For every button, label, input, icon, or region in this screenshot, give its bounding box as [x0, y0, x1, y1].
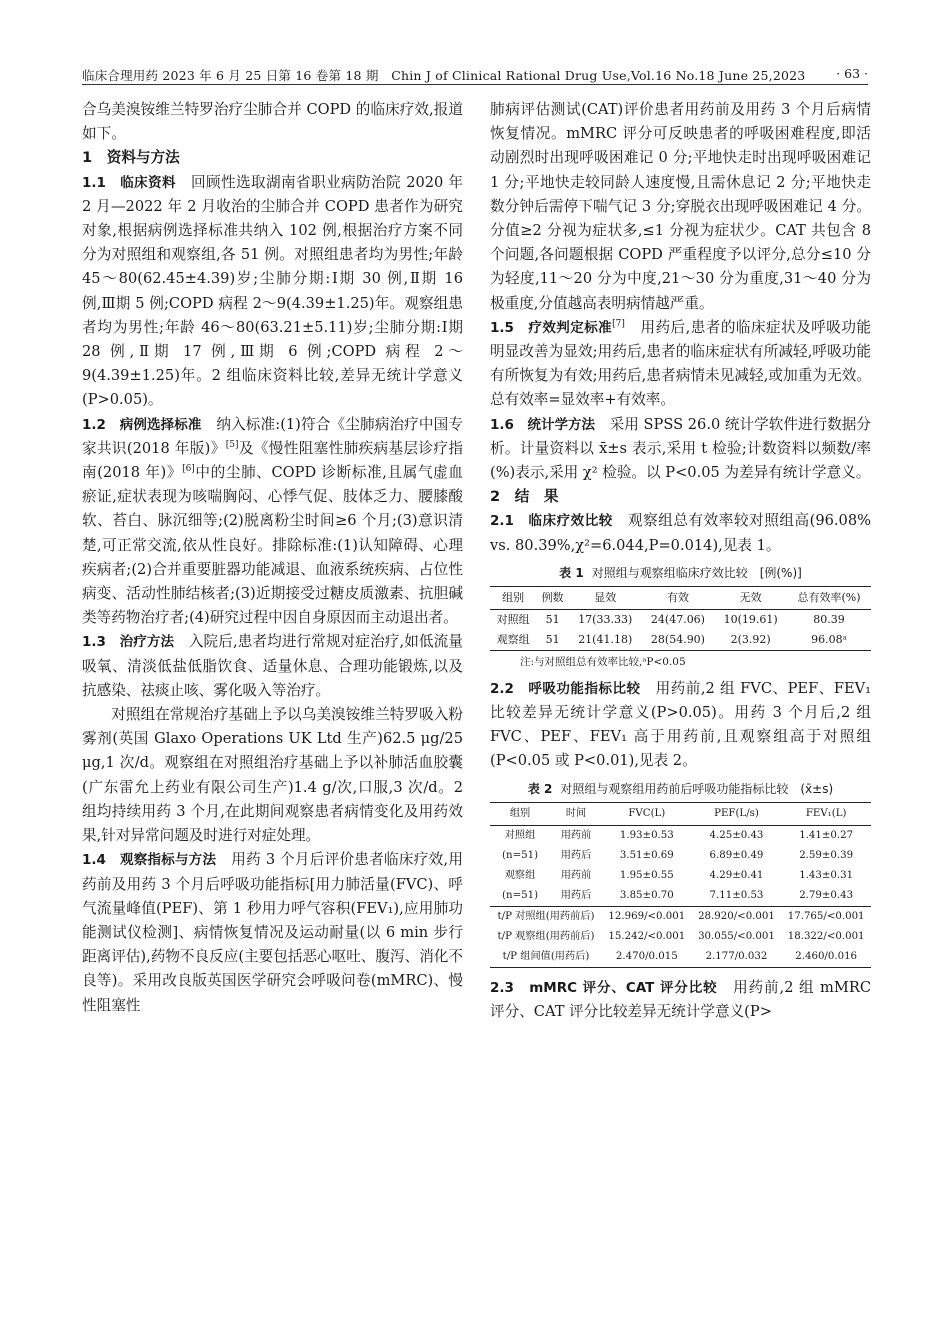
section-1-4 [82, 848, 463, 1017]
table-cell: 51 [545, 612, 560, 626]
section-1-3 [82, 630, 463, 703]
table2-header: 时间 [550, 802, 602, 825]
table-row [490, 630, 871, 651]
table-cell: 15.242/<0.001 [608, 930, 686, 942]
table-cell: 28(54.90) [642, 630, 715, 651]
citation-5: [5] [225, 439, 239, 450]
table-cell: 1.95±0.55 [619, 869, 674, 881]
table-cell: 7.11±0.53 [709, 889, 764, 901]
table-stat-row [490, 927, 871, 947]
table-cell: 24(47.06) [650, 612, 705, 626]
table-cell: 51 [536, 630, 569, 651]
table-row [490, 609, 871, 630]
table-cell: 用药后 [560, 889, 592, 901]
subheading-2-3: 2.3 mMRC 评分、CAT 评分比较 [490, 979, 718, 996]
body-2-2: 用药前,2 组 FVC、PEF、FEV₁ 比较差异无统计学意义(P>0.05)。用药 3 个月后,2 组 FVC、PEF、FEV₁ 高于用药前,且观察组高于对照组(P<0.05 或 P<0.01),见表 2。 [490, 679, 871, 770]
table1-caption [490, 564, 871, 582]
table-cell: 28.920/<0.001 [692, 906, 782, 927]
table2 [490, 802, 871, 968]
table-cell: 80.39 [813, 612, 845, 626]
table-cell: 1.93±0.53 [619, 829, 674, 841]
table1 [490, 586, 871, 651]
body-1-5: 用药后,患者的临床症状及呼吸功能明显改善为显效;用药后,患者的临床症状有所减轻,呼吸功能有所恢复为有效;用药后,患者病情未见减轻,或加重为无效。总有效率=显效率+有效率。 [490, 318, 871, 409]
body-1-2a: 纳入标准:(1)符合《尘肺病治疗中国专家共识(2018 年版)》 [82, 415, 463, 457]
table1-header: 有效 [642, 586, 715, 609]
table-cell: 4.29±0.41 [709, 869, 764, 881]
table-cell: 30.055/<0.001 [698, 930, 775, 942]
table-cell: 6.89±0.49 [709, 849, 764, 861]
body-1-1: 回顾性选取湖南省职业病防治院 2020 年 2 月—2022 年 2 月收治的尘肺合并 COPD 患者作为研究对象,根据病例选择标准共纳入 102 例,根据治疗方案不同分为对照组和观察组,各 51 例。对照组患者均为男性;年龄 45～80(62.45±4.39)岁;尘肺分期:Ⅰ期 30 例,Ⅱ期 16 例,Ⅲ期 5 例;COPD 病程 2～9(4.39±1.25)年。观察组患者均为男性;年龄 46～80(63.21±5.11)岁;尘肺分期:Ⅰ期 28 例,Ⅱ期 17 例,Ⅲ期 6 例;COPD 病程 2～9(4.39±1.25)年。2 组临床资料比较,差异无统计学意义(P>0.05)。 [82, 173, 463, 409]
section-2-2 [490, 677, 871, 774]
table-cell: 用药前 [560, 829, 592, 841]
table1-header: 总有效率(%) [787, 586, 871, 609]
table2-caption [490, 780, 871, 798]
table1-header: 例数 [536, 586, 569, 609]
page-number: · 63 · [836, 66, 868, 81]
table1-title: 对照组与观察组临床疗效比较 [例(%)] [591, 565, 802, 580]
section-1-5 [490, 316, 871, 413]
table-cell: 观察组 [504, 869, 536, 881]
body-2-1: 观察组总有效率较对照组高(96.08% vs. 80.39%,χ²=6.044,P=0.014),见表 1。 [490, 512, 871, 554]
citation-7: [7] [612, 318, 625, 329]
table2-header: FEV₁(L) [781, 802, 871, 825]
table2-header: PEF(L/s) [692, 802, 782, 825]
body-1-2b: 及《慢性阻塞性肺疾病基层诊疗指南(2018 年)》 [82, 439, 463, 482]
table2-title: 对照组与观察组用药前后呼吸功能指标比较 (x̄±s) [560, 781, 834, 796]
section-1-6 [490, 413, 871, 486]
subheading-1-4: 1.4 观察指标与方法 [82, 852, 217, 869]
running-header [82, 64, 868, 85]
body-2-3: 用药前,2 组 mMRC 评分、CAT 评分比较差异无统计学意义(P> [490, 978, 871, 1020]
table-cell: 12.969/<0.001 [602, 906, 692, 927]
subheading-1-6: 1.6 统计学方法 [490, 416, 596, 433]
table-cell: (n=51) [502, 849, 539, 861]
table-cell: 17.765/<0.001 [781, 906, 871, 927]
table-cell: 2.79±0.43 [799, 889, 854, 901]
table-cell: 2(3.92) [714, 630, 787, 651]
table-cell: 用药后 [560, 849, 592, 861]
body-1-3: 入院后,患者均进行常规对症治疗,如低流量吸氧、清淡低盐低脂饮食、适量休息、合理功能锻炼,以及抗感染、祛痰止咳、雾化吸入等治疗。 [82, 633, 463, 699]
citation-6: [6] [182, 464, 195, 475]
section-heading-results: 2 结 果 [490, 488, 559, 506]
table-cell: 4.25±0.43 [709, 829, 764, 841]
table1-note: 注:与对照组总有效率比较,ᵃP<0.05 [520, 655, 686, 668]
table-cell: 对照组 [496, 612, 530, 626]
table-cell: 2.470/0.015 [602, 947, 692, 968]
subheading-1-1: 1.1 临床资料 [82, 174, 176, 191]
assessment-paragraph: 肺病评估测试(CAT)评价患者用药前及用药 3 个月后病情恢复情况。mMRC 评分可反映患者的呼吸困难程度,即活动剧烈时出现呼吸困难记 0 分;平地快走时出现呼吸困难记 1 分;平地快走较同龄人速度慢,且需休息记 2 分;平地快走数分钟后需停下喘气记 3 分;穿脱衣出现呼吸困难记 4 分。分值≥2 分视为症状多,≤1 分视为症状少。CAT 共包含 8 个问题,各问题根据 COPD 严重程度予以评分,总分≤10 分为轻度,11～20 分为中度,21～30 分为重度,31～40 分为极重度,分值越高表明病情越严重。 [490, 101, 871, 312]
section-1-1 [82, 171, 463, 413]
table-cell: 2.460/0.016 [781, 947, 871, 968]
table-cell: 2.59±0.39 [799, 849, 854, 861]
section-2-3 [490, 976, 871, 1024]
body-1-4: 用药 3 个月后评价患者临床疗效,用药前及用药 3 个月后呼吸功能指标[用力肺活量(FVC)、呼气流量峰值(PEF)、第 1 秒用力呼气容积(FEV₁),应用肺功能测试仪检测]、病情恢复情况及运动耐量(以 6 min 步行距离评估),药物不良反应(主要包括恶心呕吐、腹泻、消化不良等)。采用改良版英国医学研究会呼吸问卷(mMRC)、慢性阻塞性 [82, 851, 463, 1014]
table-cell: 3.85±0.70 [619, 889, 674, 901]
table-cell: 对照组 [504, 829, 536, 841]
table-cell: t/P 对照组(用药前后) [490, 906, 602, 927]
table-cell: 21(41.18) [569, 630, 642, 651]
subheading-1-5: 1.5 疗效判定标准 [490, 319, 613, 336]
table-cell: (n=51) [502, 889, 539, 901]
body-1-6: 采用 SPSS 26.0 统计学软件进行数据分析。计量资料以 x̄±s 表示,采用 t 检验;计数资料以频数/率(%)表示,采用 χ² 检验。以 P<0.05 为差异有统计学意义。 [490, 415, 872, 482]
table2-header: FVC(L) [602, 802, 692, 825]
table-row [490, 886, 871, 907]
table-stat-row [490, 947, 871, 968]
subheading-2-1: 2.1 临床疗效比较 [490, 513, 613, 530]
journal-info: 临床合理用药 2023 年 6 月 25 日第 16 卷第 18 期 Chin J of Clinical Rational Drug Use,Vol.16 No.18 June 25,2023 [82, 68, 806, 83]
table1-header: 无效 [714, 586, 787, 609]
table-cell: t/P 组间值(用药后) [490, 947, 602, 968]
subheading-1-2: 1.2 病例选择标准 [82, 416, 202, 433]
table1-header: 显效 [569, 586, 642, 609]
table-cell: 2.177/0.032 [692, 947, 782, 968]
left-column [82, 98, 463, 1018]
table-cell: 10(19.61) [723, 612, 778, 626]
table-cell: 3.51±0.69 [619, 849, 674, 861]
right-column [490, 98, 871, 1024]
table-row [490, 866, 871, 886]
table1-number: 表 1 [559, 565, 584, 580]
table1-header: 组别 [490, 586, 536, 609]
table-stat-row [490, 906, 871, 927]
table2-number: 表 2 [527, 781, 553, 796]
section-1-2 [82, 413, 463, 631]
table-cell: 18.322/<0.001 [787, 930, 865, 942]
table-row [490, 825, 871, 846]
table-cell: 17(33.33) [578, 612, 633, 626]
subheading-2-2: 2.2 呼吸功能指标比较 [490, 680, 641, 697]
section-2-1 [490, 509, 871, 557]
intro-tail: 合乌美溴铵维兰特罗治疗尘肺合并 COPD 的临床疗效,报道如下。 [82, 101, 463, 143]
table-cell: 1.43±0.31 [799, 869, 854, 881]
section-heading-methods: 1 资料与方法 [82, 149, 180, 167]
treatment-paragraph: 对照组在常规治疗基础上予以乌美溴铵维兰特罗吸入粉雾剂(英国 Glaxo Operations UK Ltd 生产)62.5 μg/25 μg,1 次/d。观察组在对照组治疗基础上予以补肺活血胶囊(广东雷允上药业有限公司生产)1.4 g/次,口服,3 次/d。2 组均持续用药 3 个月,在此期间观察患者病情变化及用药效果,针对异常问题及时进行对症处理。 [82, 706, 463, 845]
table2-header: 组别 [490, 802, 550, 825]
table-cell: 96.08ᵃ [787, 630, 871, 651]
table-cell: t/P 观察组(用药前后) [497, 930, 595, 942]
table-row [490, 846, 871, 866]
table-cell: 1.41±0.27 [799, 829, 854, 841]
body-1-2c: 中的尘肺、COPD 诊断标准,且属气虚血瘀证,症状表现为咳喘胸闷、心悸气促、肢体乏力、腰膝酸软、苔白、脉沉细等;(2)脱离粉尘时间≥6 个月;(3)意识清楚,可正常交流,依从性良好。排除标准:(1)认知障碍、心理疾病者;(2)合并重要脏器功能减退、血液系统疾病、占位性病变、活动性肺结核者;(3)近期接受过糖皮质激素、抗胆碱类等药物治疗者;(4)研究过程中因自身原因而主动退出者。 [82, 464, 463, 627]
subheading-1-3: 1.3 治疗方法 [82, 634, 175, 651]
table-cell: 用药前 [560, 869, 592, 881]
table-cell: 观察组 [490, 630, 536, 651]
